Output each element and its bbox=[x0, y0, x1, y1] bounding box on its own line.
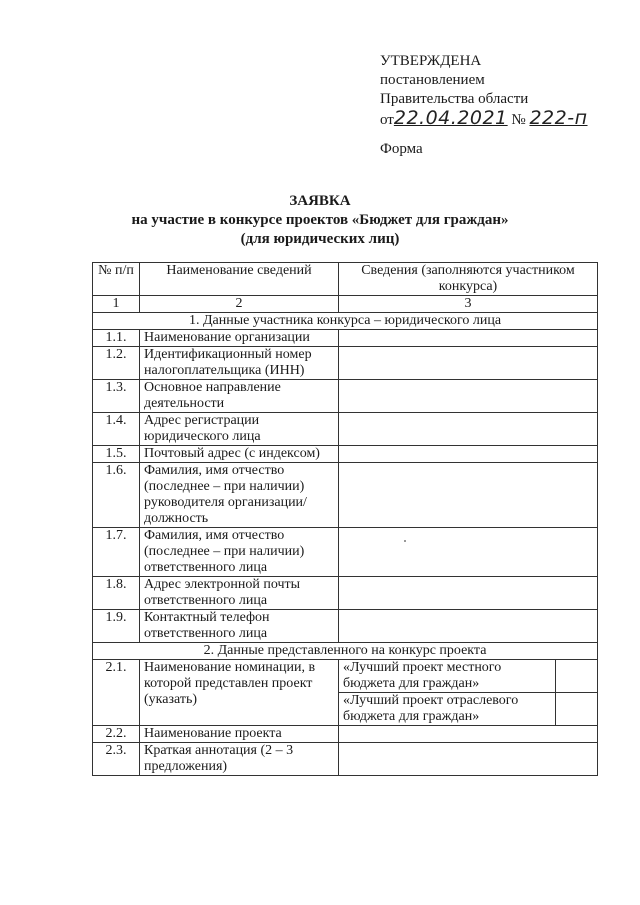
table-row bbox=[93, 660, 598, 726]
approval-title: УТВЕРЖДЕНА bbox=[380, 53, 482, 69]
nomination-option-local: «Лучший проект местного бюджета для граждан» bbox=[339, 660, 556, 693]
table-row bbox=[93, 463, 598, 528]
colnum-1: 1 bbox=[93, 296, 140, 313]
title-subject: на участие в конкурсе проектов «Бюджет для граждан» bbox=[131, 212, 509, 228]
table-row bbox=[93, 330, 598, 347]
approval-date-number bbox=[380, 109, 588, 130]
table-row bbox=[93, 446, 598, 463]
row-label: Краткая аннотация (2 – 3 предложения) bbox=[140, 743, 339, 776]
colnum-3: 3 bbox=[339, 296, 598, 313]
row-label: Контактный телефон ответственного лица bbox=[140, 610, 339, 643]
row-num: 2.3. bbox=[93, 743, 140, 776]
application-table bbox=[92, 262, 598, 776]
handwritten-date: 22.04.2021 bbox=[393, 107, 508, 129]
form-label: Форма bbox=[380, 141, 423, 157]
row-value-cell[interactable] bbox=[339, 726, 598, 743]
table-row bbox=[93, 726, 598, 743]
nomination-option-row bbox=[339, 693, 597, 726]
approval-resolution: постановлением bbox=[380, 72, 485, 88]
row-value-cell[interactable] bbox=[339, 446, 598, 463]
row-label: Адрес регистрации юридического лица bbox=[140, 413, 339, 446]
document-title bbox=[0, 192, 640, 249]
scan-speck bbox=[404, 540, 406, 542]
table-row bbox=[93, 610, 598, 643]
row-num: 1.6. bbox=[93, 463, 140, 528]
row-label: Почтовый адрес (с индексом) bbox=[140, 446, 339, 463]
row-num: 1.5. bbox=[93, 446, 140, 463]
nomination-checkbox-local[interactable] bbox=[556, 660, 597, 693]
row-value-cell[interactable] bbox=[339, 463, 598, 528]
number-label: № bbox=[511, 112, 526, 128]
column-numbers-row bbox=[93, 296, 598, 313]
row-label: Основное направление деятельности bbox=[140, 380, 339, 413]
row-label: Наименование номинации, в которой представлен проект (указать) bbox=[140, 660, 339, 726]
row-value-cell[interactable] bbox=[339, 528, 598, 577]
row-num: 1.4. bbox=[93, 413, 140, 446]
nomination-options bbox=[339, 660, 597, 725]
row-label: Идентификационный номер налогоплательщика (ИНН) bbox=[140, 347, 339, 380]
title-main: ЗАЯВКА bbox=[289, 193, 351, 209]
row-num: 1.2. bbox=[93, 347, 140, 380]
row-num: 1.7. bbox=[93, 528, 140, 577]
row-value-cell[interactable] bbox=[339, 330, 598, 347]
table-row bbox=[93, 413, 598, 446]
header-info: Сведения (заполняются участником конкурса) bbox=[339, 263, 598, 296]
approval-government: Правительства области bbox=[380, 91, 529, 107]
row-value-cell[interactable] bbox=[339, 743, 598, 776]
row-num: 2.2. bbox=[93, 726, 140, 743]
row-num: 1.9. bbox=[93, 610, 140, 643]
row-label: Адрес электронной почты ответственного лица bbox=[140, 577, 339, 610]
row-value-cell[interactable] bbox=[339, 347, 598, 380]
nomination-option-row bbox=[339, 660, 597, 693]
header-row bbox=[93, 263, 598, 296]
header-name: Наименование сведений bbox=[140, 263, 339, 296]
section-1-title: 1. Данные участника конкурса – юридического лица bbox=[93, 313, 598, 330]
row-num: 1.3. bbox=[93, 380, 140, 413]
section-2-row bbox=[93, 643, 598, 660]
colnum-2: 2 bbox=[140, 296, 339, 313]
header-num: № п/п bbox=[93, 263, 140, 296]
title-applicant-type: (для юридических лиц) bbox=[240, 231, 400, 247]
from-label: от bbox=[380, 112, 394, 128]
row-num: 2.1. bbox=[93, 660, 140, 726]
table-row bbox=[93, 528, 598, 577]
row-label: Фамилия, имя отчество (последнее – при наличии) руководителя организации/ должность bbox=[140, 463, 339, 528]
approval-stamp bbox=[380, 52, 588, 130]
table-row bbox=[93, 577, 598, 610]
nomination-option-sectoral: «Лучший проект отраслевого бюджета для граждан» bbox=[339, 693, 556, 726]
row-label: Наименование проекта bbox=[140, 726, 339, 743]
row-num: 1.1. bbox=[93, 330, 140, 347]
row-value-cell[interactable] bbox=[339, 610, 598, 643]
nomination-options-cell bbox=[339, 660, 598, 726]
row-value-cell[interactable] bbox=[339, 577, 598, 610]
row-label: Наименование организации bbox=[140, 330, 339, 347]
handwritten-number: 222-п bbox=[529, 107, 588, 129]
table-row bbox=[93, 743, 598, 776]
row-num: 1.8. bbox=[93, 577, 140, 610]
table-row bbox=[93, 347, 598, 380]
section-2-title: 2. Данные представленного на конкурс проекта bbox=[93, 643, 598, 660]
nomination-checkbox-sectoral[interactable] bbox=[556, 693, 597, 726]
table-row bbox=[93, 380, 598, 413]
section-1-row bbox=[93, 313, 598, 330]
row-value-cell[interactable] bbox=[339, 413, 598, 446]
row-label: Фамилия, имя отчество (последнее – при наличии) ответственного лица bbox=[140, 528, 339, 577]
row-value-cell[interactable] bbox=[339, 380, 598, 413]
